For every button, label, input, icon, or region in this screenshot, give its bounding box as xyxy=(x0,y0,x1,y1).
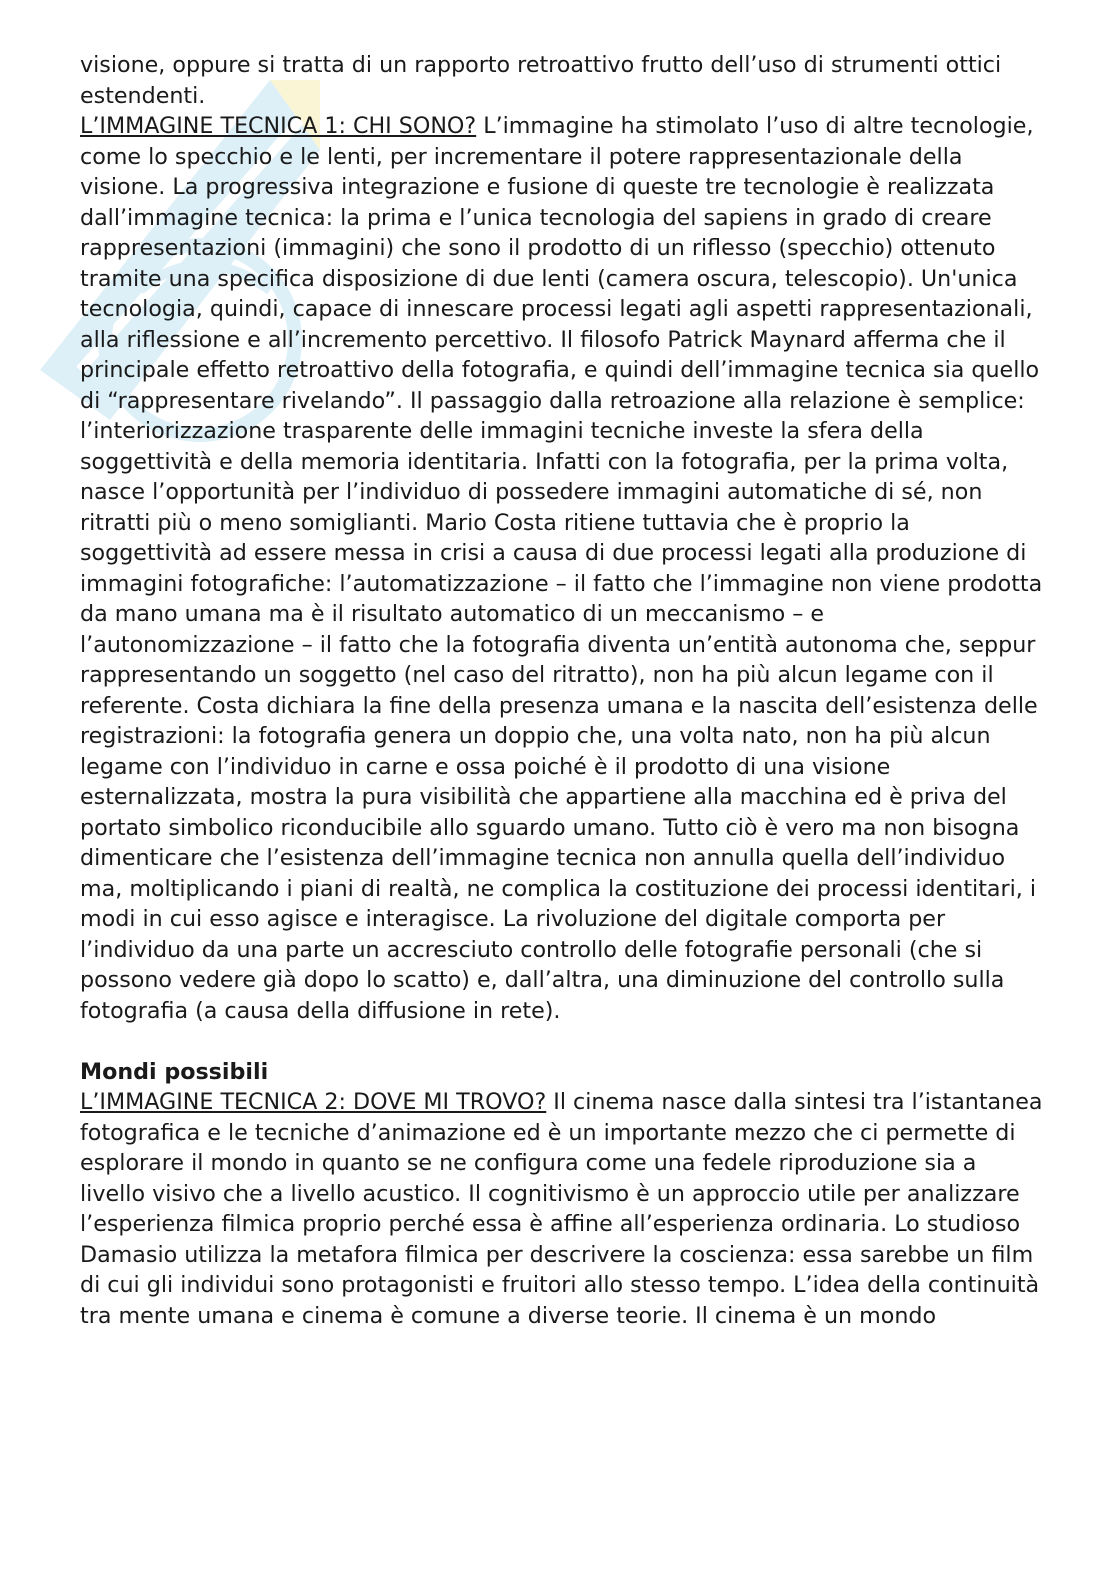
section-1-title: L’IMMAGINE TECNICA 1: CHI SONO? xyxy=(80,113,477,139)
section-2-body: Il cinema nasce dalla sintesi tra l’istantanea fotografica e le tecniche d’animazione ed è un importante mezzo che ci permette di esplorare il mondo in quanto se ne configura come una fedele riproduzione sia a livello visivo che a livello acustico. Il cognitivismo è un approccio utile per analizzare l’esperienza filmica proprio perché essa è affine all’esperienza ordinaria. Lo studioso Damasio utilizza la metafora filmica per descrivere la coscienza: essa sarebbe un film di cui gli individui sono protagonisti e fruitori allo stesso tempo. L’idea della continuità tra mente umana e cinema è comune a diverse teorie. Il cinema è un mondo xyxy=(80,1089,1043,1329)
document-body xyxy=(80,50,1045,1331)
paragraph-intro: visione, oppure si tratta di un rapporto retroattivo frutto dell’uso di strumenti ottici estendenti. xyxy=(80,52,1002,109)
section-2-title: L’IMMAGINE TECNICA 2: DOVE MI TROVO? xyxy=(80,1089,547,1115)
paragraph-section-1 xyxy=(80,111,1045,1026)
heading-mondi-possibili: Mondi possibili xyxy=(80,1058,269,1085)
section-1-body: L’immagine ha stimolato l’uso di altre tecnologie, come lo specchio e le lenti, per incrementare il potere rappresentazionale della visione. La progressiva integrazione e fusione di queste tre tecnologie è realizzata dall’immagine tecnica: la prima e l’unica tecnologia del sapiens in grado di creare rappresentazioni (immagini) che sono il prodotto di un riflesso (specchio) ottenuto tramite una specifica disposizione di due lenti (camera oscura, telescopio). Un'unica tecnologia, quindi, capace di innescare processi legati agli aspetti rappresentazionali, alla riflessione e all’incremento percettivo. Il filosofo Patrick Maynard afferma che il principale effetto retroattivo della fotografia, e quindi dell’immagine tecnica sia quello di “rappresentare rivelando”. Il passaggio dalla retroazione alla relazione è semplice: l’interiorizzazione trasparente delle immagini tecniche investe la sfera della soggettività e della memoria identitaria. Infatti con la fotografia, per la prima volta, nasce l’opportunità per l’individuo di possedere immagini automatiche di sé, non ritratti più o meno somiglianti. Mario Costa ritiene tuttavia che è proprio la soggettività ad essere messa in crisi a causa di due processi legati alla produzione di immagini fotografiche: l’automatizzazione – il fatto che l’immagine non viene prodotta da mano umana ma è il risultato automatico di un meccanismo – e l’autonomizzazione – il fatto che la fotografia diventa un’entità autonoma che, seppur rappresentando un soggetto (nel caso del ritratto), non ha più alcun legame con il referente. Costa dichiara la fine della presenza umana e la nascita dell’esistenza delle registrazioni: la fotografia genera un doppio che, una volta nato, non ha più alcun legame con l’individuo in carne e ossa poiché è il prodotto di una visione esternalizzata, mostra la pura visibilità che appartiene alla macchina ed è priva del portato simbolico riconducibile allo sguardo umano. Tutto ciò è vero ma non bisogna dimenticare che l’esistenza dell’immagine tecnica non annulla quella dell’individuo ma, moltiplicando i piani di realtà, ne complica la costituzione dei processi identitari, i modi in cui esso agisce e interagisce. La rivoluzione del digitale comporta per l’individuo da una parte un accresciuto controllo delle fotografie personali (che si possono vedere già dopo lo scatto) e, dall’altra, una diminuzione del controllo sulla fotografia (a causa della diffusione in rete). xyxy=(80,113,1043,1024)
paragraph-section-2 xyxy=(80,1087,1045,1331)
paragraph-spacer xyxy=(80,1026,1045,1057)
